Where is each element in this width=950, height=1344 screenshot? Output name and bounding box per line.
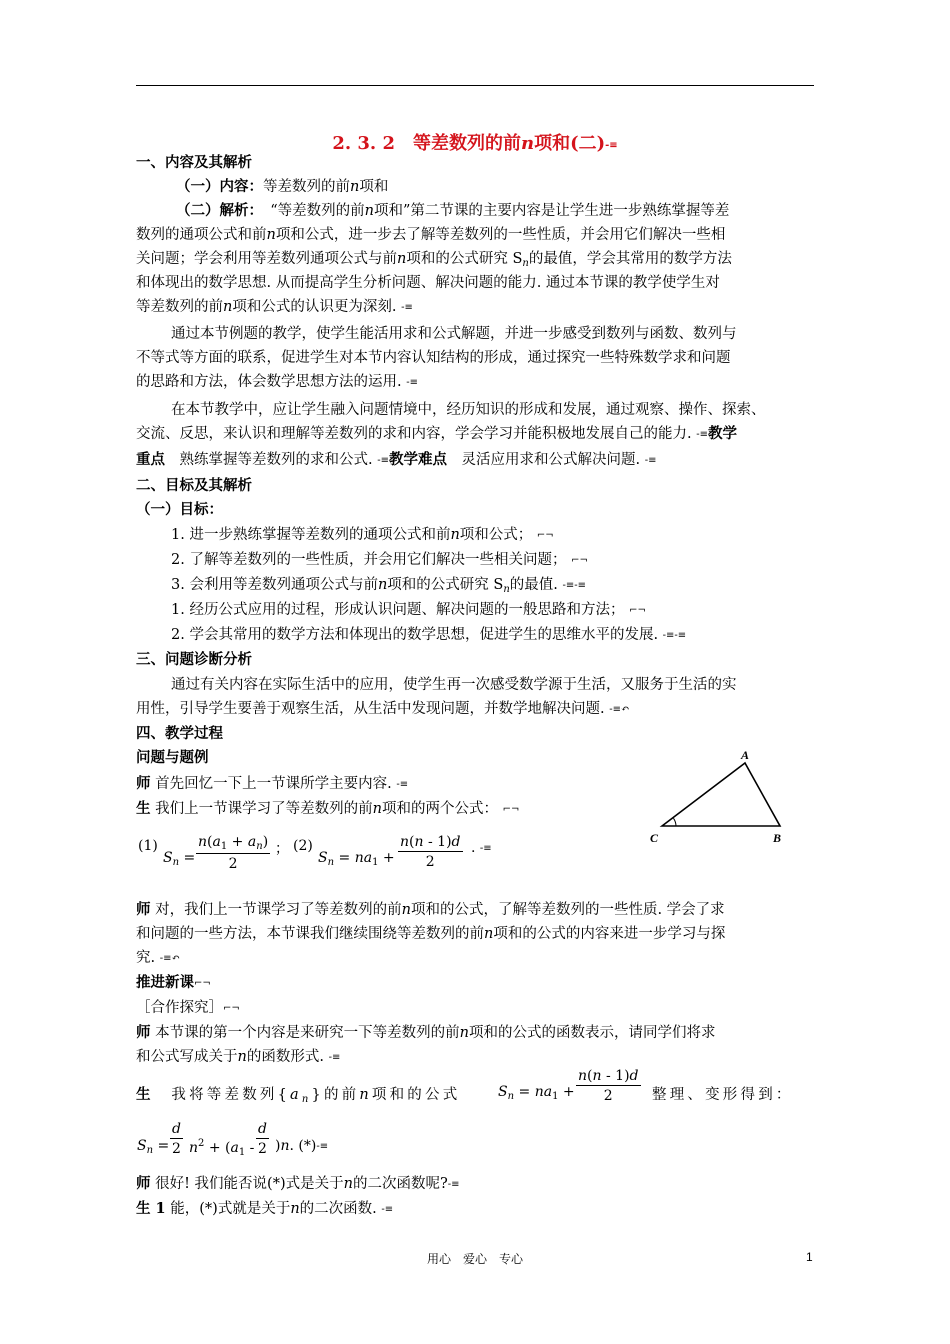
teacher-line-2a: 师 对，我们上一节课学习了等差数列的前n项和的公式，了解等差数列的一些性质. 学会了求 <box>136 901 725 918</box>
student-line-2: 生 我将等差数列$\{a_n\}$的前n项和的公式 <box>136 1086 461 1105</box>
triangle-abc <box>662 763 780 826</box>
goal-item-1: 1. 进一步熟练掌握等差数列的通项公式和前n项和公式； ⌐¬ <box>171 527 554 543</box>
triangle-figure <box>640 748 800 848</box>
formula-2-lhs: $S_n = na_1$ + <box>318 850 395 868</box>
paragraph-3-line-2: 交流、反思，来认识和理解等差数列的求和内容，学会学习并能积极地发展自己的能力. -≡教学 <box>136 425 737 442</box>
formula-2-end: . -≡ <box>471 840 492 856</box>
analysis-line-4: 和体现出的数学思想. 从而提高学生分析问题、解决问题的能力. 通过本节课的教学使学生对 <box>136 275 720 291</box>
formula-separator: ； <box>275 841 289 857</box>
student-line-1: 生 我们上一节课学习了等差数列的前n项和的两个公式： ⌐¬ <box>136 800 520 817</box>
cooperative-heading: ［合作探究］⌐¬ <box>136 1000 240 1016</box>
key-difficulty-line: 重点 熟练掌握等差数列的求和公式. -≡教学难点 灵活应用求和公式解决问题. -≡ <box>136 451 657 468</box>
paragraph-3-line-1: 在本节教学中，应让学生融入问题情境中，经历知识的形成和发展，通过观察、操作、探索、 <box>171 402 766 418</box>
inline-formula-fraction: n(n - 1)d 2 <box>578 1068 639 1104</box>
inline-formula-lhs: $S_n = na_1$ + <box>498 1084 575 1102</box>
vertex-a-label: A <box>741 748 750 762</box>
vertex-c-label: C <box>650 831 659 845</box>
analysis-line-2: 数列的通项公式和前n项和公式，进一步去了解等差数列的一些性质，并会用它们解决一些相 <box>136 227 726 243</box>
star-formula-lhs: $S_n$ = <box>137 1138 170 1156</box>
star-formula-end: )n. (*)-≡ <box>275 1138 329 1154</box>
star-formula-middle: $n^2 + (a_1$ - <box>189 1138 255 1158</box>
analysis-line-1: （二）解析： “等差数列的前n项和”第二节课的主要内容是让学生进一步熟练掌握等差 <box>176 202 730 219</box>
teacher-line-4: 师 很好! 我们能否说(*)式是关于n的二次函数呢?-≡ <box>136 1175 460 1192</box>
angle-c-arc <box>674 818 677 826</box>
formula-1-fraction: $n(a_1 + a_n)$ 2 <box>198 834 269 872</box>
goal-label: （一）目标： <box>136 501 223 518</box>
star-formula-frac-1: d 2 <box>172 1121 181 1157</box>
push-new-lesson: 推进新课⌐¬ <box>136 974 211 991</box>
content-line: （一）内容：等差数列的前n项和 <box>176 178 389 195</box>
footer-text: 用心 爱心 专心 <box>426 1252 523 1266</box>
paragraph-2-line-3: 的思路和方法，体会数学思想方法的运用. -≡ <box>136 374 418 390</box>
diagnosis-line-2: 用性，引导学生要善于观察生活，从生活中发现问题，并数学地解决问题. -≡↶ <box>136 701 630 717</box>
paragraph-2-line-2: 不等式等方面的联系，促进学生对本节内容认知结构的形成，通过探究一些特殊数学求和问题 <box>136 350 731 366</box>
formula-1-lhs: $S_n$ = <box>163 850 196 868</box>
subsection-heading: 问题与题例 <box>136 749 209 766</box>
formula-2-fraction: n(n - 1)d 2 <box>400 834 461 870</box>
process-goal-1: 1. 经历公式应用的过程，形成认识问题、解决问题的一般思路和方法； ⌐¬ <box>171 602 646 618</box>
student-1-line: 生 1 能，(*)式就是关于n的二次函数. -≡ <box>136 1200 394 1217</box>
goal-item-3: 3. 会利用等差数列通项公式与前n项和的公式研究 $S_n$的最值. -≡-≡ <box>171 577 587 595</box>
formula-1-label: (1) <box>138 838 158 854</box>
page-title: 2. 3. 2 等差数列的前n项和(二)-≡ <box>332 133 618 154</box>
student-line-2-tail: 整理、变形得到： <box>652 1087 794 1103</box>
star-formula-frac-2: d 2 <box>258 1121 267 1157</box>
analysis-line-5: 等差数列的前n项和公式的认识更为深刻. -≡ <box>136 299 413 315</box>
diagnosis-line-1: 通过有关内容在实际生活中的应用，使学生再一次感受数学源于生活，又服务于生活的实 <box>171 677 737 693</box>
section-1-heading: 一、内容及其解析 <box>136 154 252 171</box>
section-2-heading: 二、目标及其解析 <box>136 477 252 494</box>
teacher-line-3a: 师 本节课的第一个内容是来研究一下等差数列的前n项和的公式的函数表示，请同学们将求 <box>136 1024 716 1041</box>
formula-2-label: (2) <box>293 838 313 854</box>
header-rule <box>136 85 814 86</box>
section-4-heading: 四、教学过程 <box>136 725 223 742</box>
section-3-heading: 三、问题诊断分析 <box>136 651 252 668</box>
teacher-line-3b: 和公式写成关于n的函数形式. -≡ <box>136 1049 341 1065</box>
teacher-line-2b: 和问题的一些方法，本节课我们继续围绕等差数列的前n项和的公式的内容来进一步学习与探 <box>136 926 726 942</box>
teacher-line-2c: 究. -≡↶ <box>136 950 180 966</box>
teacher-line-1: 师 首先回忆一下上一节课所学主要内容. -≡ <box>136 775 409 792</box>
process-goal-2: 2. 学会其常用的数学方法和体现出的数学思想，促进学生的思维水平的发展. -≡-≡ <box>171 627 687 643</box>
page-number: 1 <box>806 1250 813 1264</box>
goal-item-2: 2. 了解等差数列的一些性质，并会用它们解决一些相关问题； ⌐¬ <box>171 552 588 568</box>
analysis-line-3: 关问题；学会利用等差数列通项公式与前n项和的公式研究 $S_n$的最值，学会其常用的数学方法 <box>136 251 732 269</box>
paragraph-2-line-1: 通过本节例题的教学，使学生能活用求和公式解题，并进一步感受到数列与函数、数列与 <box>171 326 737 342</box>
vertex-b-label: B <box>773 831 782 845</box>
